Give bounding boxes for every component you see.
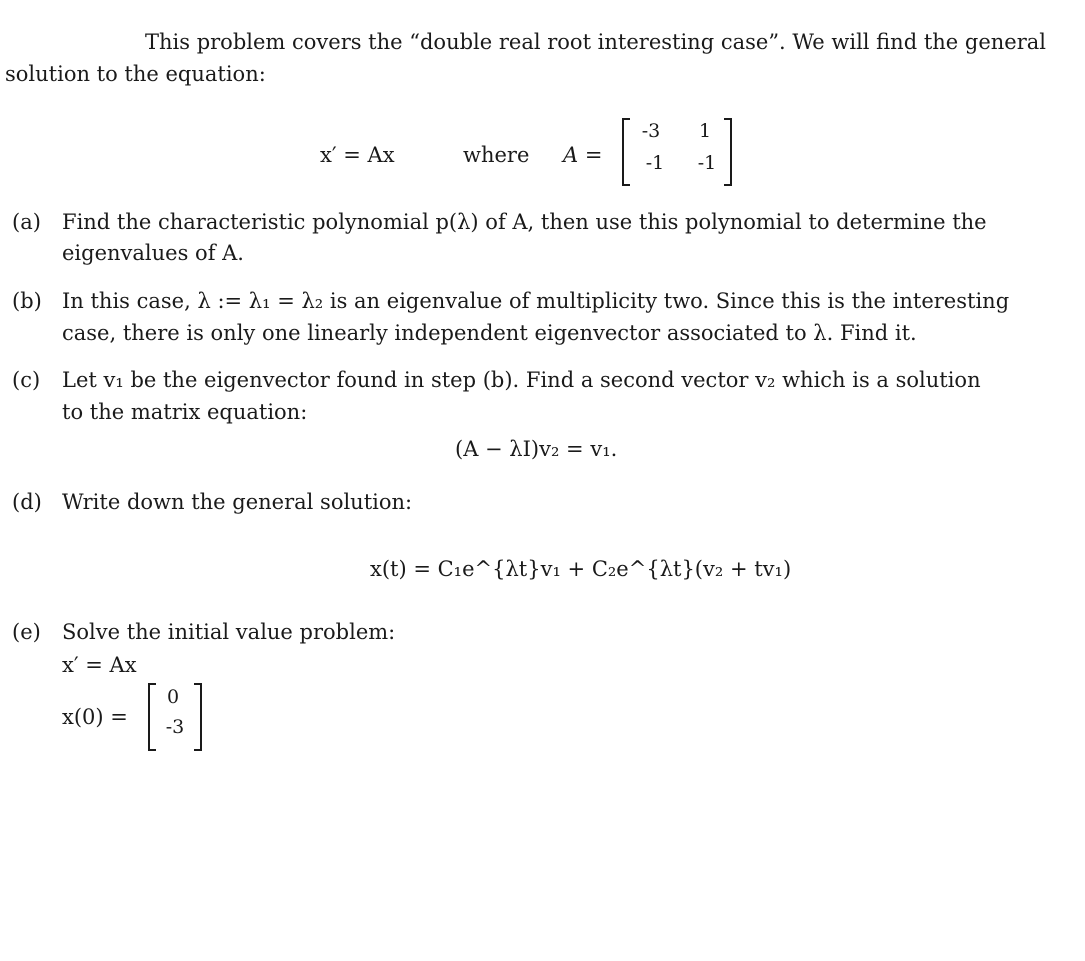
part-b-label: (b)	[12, 289, 42, 313]
matrix-name: A =	[563, 143, 603, 167]
matrix-a21: -1	[645, 152, 665, 174]
matrix-right-bracket	[724, 118, 732, 186]
vector-left-bracket	[148, 683, 156, 751]
equation-where: where	[463, 143, 530, 167]
part-c-line-1: Let v₁ be the eigenvector found in step (b). Find a second vector v₂ which is a solution	[62, 368, 981, 392]
vector-right-bracket	[194, 683, 202, 751]
part-e-ode: x′ = Ax	[62, 653, 137, 677]
intro-line-2: solution to the equation:	[5, 62, 266, 86]
general-solution-equation: x(t) = C₁e^{λt}v₁ + C₂e^{λt}(v₂ + tv₁)	[370, 557, 792, 581]
part-e-label: (e)	[12, 620, 41, 644]
part-a-line-2: eigenvalues of A.	[62, 241, 244, 265]
part-b-line-1: In this case, λ := λ₁ = λ₂ is an eigenvalue of multiplicity two. Since this is the interesting	[62, 289, 1010, 313]
part-c-label: (c)	[12, 368, 41, 392]
initial-vector-top: 0	[166, 686, 180, 708]
intro-line-1: This problem covers the “double real root interesting case”. We will find the general	[145, 30, 1046, 54]
matrix-left-bracket	[622, 118, 630, 186]
equation-lhs: x′ = Ax	[320, 143, 395, 167]
matrix-a11: -3	[641, 120, 661, 142]
initial-vector-bottom: -3	[165, 716, 185, 738]
part-a-line-1: Find the characteristic polynomial p(λ) of A, then use this polynomial to determine the	[62, 210, 987, 234]
part-d-line-1: Write down the general solution:	[62, 490, 413, 514]
part-b-line-2: case, there is only one linearly independent eigenvector associated to λ. Find it.	[62, 321, 917, 345]
part-a-label: (a)	[12, 210, 41, 234]
matrix-a12: 1	[698, 120, 712, 142]
matrix-a22: -1	[697, 152, 717, 174]
part-d-label: (d)	[12, 490, 42, 514]
part-c-equation: (A − λI)v₂ = v₁.	[455, 437, 618, 461]
part-e-line-1: Solve the initial value problem:	[62, 620, 396, 644]
part-e-ic-lhs: x(0) =	[62, 705, 128, 729]
part-c-line-2: to the matrix equation:	[62, 400, 308, 424]
